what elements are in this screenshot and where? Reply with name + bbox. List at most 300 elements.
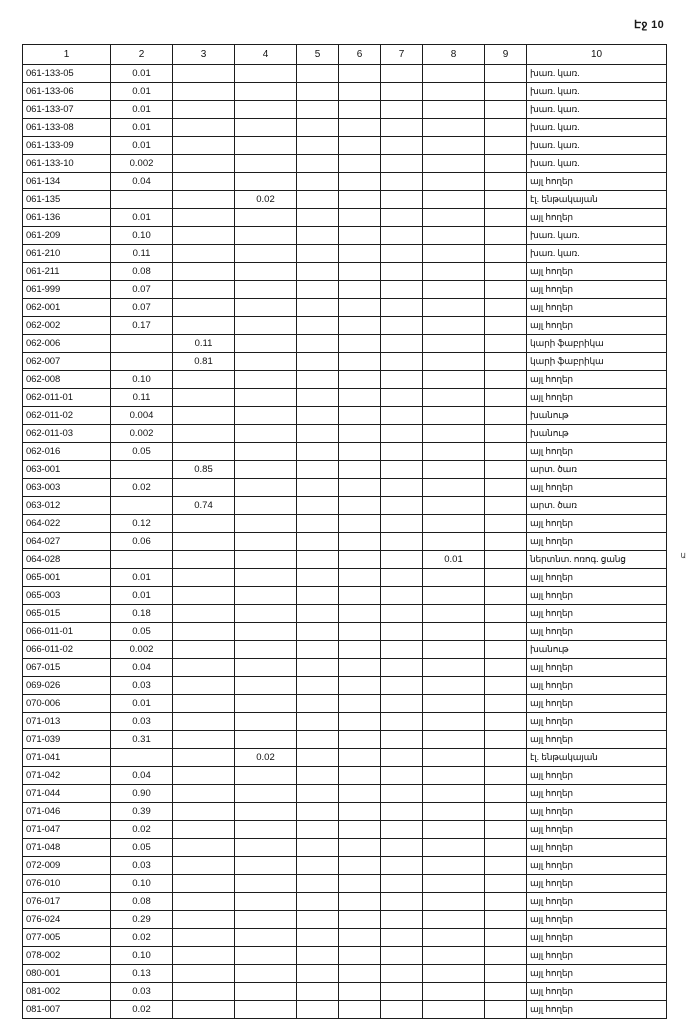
cell-description: արտ. ծառ <box>527 497 667 515</box>
cell-col-8 <box>423 173 485 191</box>
cell-col-6 <box>339 623 381 641</box>
column-header-6: 6 <box>339 45 381 65</box>
table-row <box>23 119 667 137</box>
cell-col-8 <box>423 749 485 767</box>
cell-description: այլ հողեր <box>527 677 667 695</box>
cell-col-7 <box>381 605 423 623</box>
cell-col-9 <box>485 911 527 929</box>
cell-description: այլ հողեր <box>527 533 667 551</box>
cell-col-3 <box>173 227 235 245</box>
cell-col-6 <box>339 83 381 101</box>
cell-col-9 <box>485 677 527 695</box>
cell-parcel-code: 065-003 <box>23 587 111 605</box>
cell-col-9 <box>485 353 527 371</box>
cell-parcel-code: 063-012 <box>23 497 111 515</box>
cell-parcel-code: 071-047 <box>23 821 111 839</box>
cell-description: այլ հողեր <box>527 731 667 749</box>
cell-parcel-code: 061-133-08 <box>23 119 111 137</box>
cell-description: այլ հողեր <box>527 587 667 605</box>
cell-col-5 <box>297 911 339 929</box>
cell-col-4 <box>235 839 297 857</box>
cell-col-3 <box>173 605 235 623</box>
cell-col-8 <box>423 713 485 731</box>
cell-col-4 <box>235 677 297 695</box>
cell-description: խառ. կառ. <box>527 245 667 263</box>
cell-col-2: 0.03 <box>111 983 173 1001</box>
cell-parcel-code: 064-027 <box>23 533 111 551</box>
cell-col-5 <box>297 713 339 731</box>
cell-col-5 <box>297 965 339 983</box>
table-row <box>23 461 667 479</box>
cell-col-2: 0.03 <box>111 677 173 695</box>
cell-description: այլ հողեր <box>527 281 667 299</box>
cell-col-6 <box>339 713 381 731</box>
table-row <box>23 335 667 353</box>
cell-col-4 <box>235 407 297 425</box>
cell-col-2: 0.05 <box>111 839 173 857</box>
cell-col-4 <box>235 479 297 497</box>
cell-col-3 <box>173 623 235 641</box>
cell-col-8: 0.01 <box>423 551 485 569</box>
cell-parcel-code: 069-026 <box>23 677 111 695</box>
cell-col-6 <box>339 893 381 911</box>
cell-col-5 <box>297 605 339 623</box>
cell-description: այլ հողեր <box>527 569 667 587</box>
cell-col-6 <box>339 209 381 227</box>
cell-description: այլ հողեր <box>527 839 667 857</box>
cell-description: խառ. կառ. <box>527 155 667 173</box>
cell-col-7 <box>381 263 423 281</box>
cell-col-5 <box>297 803 339 821</box>
cell-col-9 <box>485 335 527 353</box>
cell-description: խառ. կառ. <box>527 65 667 83</box>
cell-col-2: 0.05 <box>111 623 173 641</box>
cell-parcel-code: 081-007 <box>23 1001 111 1019</box>
cell-col-5 <box>297 389 339 407</box>
cell-description: այլ հողեր <box>527 623 667 641</box>
cell-col-2 <box>111 749 173 767</box>
cell-col-5 <box>297 407 339 425</box>
cell-parcel-code: 062-007 <box>23 353 111 371</box>
cell-col-9 <box>485 965 527 983</box>
cell-col-4 <box>235 353 297 371</box>
cell-col-5 <box>297 191 339 209</box>
cell-col-2: 0.13 <box>111 965 173 983</box>
cell-col-3 <box>173 119 235 137</box>
table-row <box>23 947 667 965</box>
cell-description: այլ հողեր <box>527 263 667 281</box>
cell-description: այլ հողեր <box>527 947 667 965</box>
cell-col-7 <box>381 83 423 101</box>
cell-col-4 <box>235 83 297 101</box>
cell-col-2: 0.002 <box>111 155 173 173</box>
cell-parcel-code: 062-016 <box>23 443 111 461</box>
cell-col-9 <box>485 731 527 749</box>
table-header <box>23 45 667 65</box>
cell-col-8 <box>423 839 485 857</box>
cell-col-6 <box>339 137 381 155</box>
cell-description: էլ. ենթակայան <box>527 191 667 209</box>
cell-col-9 <box>485 227 527 245</box>
cell-col-5 <box>297 263 339 281</box>
cell-col-7 <box>381 299 423 317</box>
cell-parcel-code: 066-011-02 <box>23 641 111 659</box>
cell-col-9 <box>485 209 527 227</box>
cell-col-7 <box>381 281 423 299</box>
cell-col-6 <box>339 533 381 551</box>
cell-col-2: 0.02 <box>111 479 173 497</box>
cell-parcel-code: 071-039 <box>23 731 111 749</box>
cell-col-4 <box>235 965 297 983</box>
cell-col-7 <box>381 317 423 335</box>
cell-col-3 <box>173 551 235 569</box>
cell-description: այլ հողեր <box>527 929 667 947</box>
cell-col-7 <box>381 803 423 821</box>
table-row <box>23 479 667 497</box>
cell-col-7 <box>381 137 423 155</box>
cell-col-3 <box>173 425 235 443</box>
cell-col-2: 0.18 <box>111 605 173 623</box>
cell-col-4: 0.02 <box>235 749 297 767</box>
cell-col-6 <box>339 785 381 803</box>
cell-col-8 <box>423 101 485 119</box>
cell-col-2: 0.02 <box>111 929 173 947</box>
cell-col-9 <box>485 83 527 101</box>
cell-col-6 <box>339 353 381 371</box>
cell-col-4 <box>235 281 297 299</box>
cell-col-3 <box>173 155 235 173</box>
cell-description: այլ հողեր <box>527 767 667 785</box>
cell-parcel-code: 072-009 <box>23 857 111 875</box>
cell-col-2: 0.90 <box>111 785 173 803</box>
cell-col-2: 0.08 <box>111 893 173 911</box>
cell-col-5 <box>297 839 339 857</box>
cell-col-6 <box>339 299 381 317</box>
land-registry-table <box>22 44 667 1019</box>
cell-description: այլ հողեր <box>527 317 667 335</box>
cell-col-6 <box>339 317 381 335</box>
cell-col-4 <box>235 209 297 227</box>
cell-col-4 <box>235 605 297 623</box>
cell-col-7 <box>381 191 423 209</box>
cell-col-8 <box>423 731 485 749</box>
cell-parcel-code: 061-136 <box>23 209 111 227</box>
cell-col-3 <box>173 767 235 785</box>
cell-col-3 <box>173 263 235 281</box>
cell-col-5 <box>297 515 339 533</box>
cell-parcel-code: 062-001 <box>23 299 111 317</box>
cell-col-9 <box>485 821 527 839</box>
cell-col-5 <box>297 677 339 695</box>
cell-col-9 <box>485 587 527 605</box>
cell-description: այլ հողեր <box>527 605 667 623</box>
cell-col-3 <box>173 191 235 209</box>
cell-col-3: 0.74 <box>173 497 235 515</box>
cell-col-8 <box>423 299 485 317</box>
cell-col-2 <box>111 461 173 479</box>
cell-col-6 <box>339 515 381 533</box>
cell-col-4 <box>235 533 297 551</box>
cell-col-7 <box>381 911 423 929</box>
cell-col-6 <box>339 929 381 947</box>
cell-col-9 <box>485 281 527 299</box>
cell-col-6 <box>339 659 381 677</box>
cell-col-5 <box>297 533 339 551</box>
cell-col-2 <box>111 191 173 209</box>
cell-col-9 <box>485 389 527 407</box>
cell-col-8 <box>423 227 485 245</box>
table-row <box>23 587 667 605</box>
cell-col-8 <box>423 245 485 263</box>
cell-col-8 <box>423 83 485 101</box>
cell-col-5 <box>297 227 339 245</box>
cell-description: խառ. կառ. <box>527 101 667 119</box>
cell-col-4 <box>235 587 297 605</box>
cell-col-6 <box>339 821 381 839</box>
cell-col-3 <box>173 533 235 551</box>
cell-col-2: 0.04 <box>111 767 173 785</box>
cell-description: այլ հողեր <box>527 443 667 461</box>
cell-col-5 <box>297 497 339 515</box>
cell-col-2: 0.02 <box>111 1001 173 1019</box>
cell-col-5 <box>297 821 339 839</box>
cell-description: այլ հողեր <box>527 515 667 533</box>
cell-col-7 <box>381 551 423 569</box>
cell-col-7 <box>381 389 423 407</box>
cell-col-6 <box>339 119 381 137</box>
cell-description: այլ հողեր <box>527 1001 667 1019</box>
cell-col-8 <box>423 533 485 551</box>
cell-col-9 <box>485 317 527 335</box>
cell-col-4 <box>235 911 297 929</box>
cell-col-6 <box>339 587 381 605</box>
cell-col-7 <box>381 65 423 83</box>
cell-col-8 <box>423 893 485 911</box>
cell-col-8 <box>423 803 485 821</box>
cell-parcel-code: 064-028 <box>23 551 111 569</box>
cell-col-9 <box>485 371 527 389</box>
cell-col-7 <box>381 227 423 245</box>
cell-col-6 <box>339 227 381 245</box>
cell-col-9 <box>485 173 527 191</box>
cell-col-7 <box>381 371 423 389</box>
cell-col-2: 0.10 <box>111 947 173 965</box>
cell-col-4 <box>235 929 297 947</box>
cell-col-6 <box>339 425 381 443</box>
cell-description: այլ հողեր <box>527 209 667 227</box>
cell-col-3 <box>173 947 235 965</box>
cell-col-9 <box>485 497 527 515</box>
table-row <box>23 623 667 641</box>
table-row <box>23 137 667 155</box>
table-row <box>23 443 667 461</box>
cell-col-2: 0.06 <box>111 533 173 551</box>
cell-parcel-code: 076-017 <box>23 893 111 911</box>
cell-description: այլ հողեր <box>527 893 667 911</box>
cell-col-8 <box>423 335 485 353</box>
cell-col-7 <box>381 713 423 731</box>
cell-col-3 <box>173 857 235 875</box>
column-header-7: 7 <box>381 45 423 65</box>
cell-col-9 <box>485 551 527 569</box>
cell-col-2: 0.12 <box>111 515 173 533</box>
cell-description: արտ. ծառ <box>527 461 667 479</box>
table-row <box>23 659 667 677</box>
cell-col-8 <box>423 605 485 623</box>
cell-description: այլ հողեր <box>527 911 667 929</box>
cell-description: այլ հողեր <box>527 983 667 1001</box>
cell-col-7 <box>381 785 423 803</box>
cell-col-6 <box>339 857 381 875</box>
cell-col-3 <box>173 965 235 983</box>
cell-col-2: 0.01 <box>111 65 173 83</box>
table-row <box>23 317 667 335</box>
cell-col-2 <box>111 353 173 371</box>
cell-col-8 <box>423 821 485 839</box>
cell-col-4 <box>235 497 297 515</box>
cell-col-9 <box>485 137 527 155</box>
cell-col-3: 0.85 <box>173 461 235 479</box>
cell-col-3 <box>173 983 235 1001</box>
cell-col-6 <box>339 731 381 749</box>
cell-description: այլ հողեր <box>527 965 667 983</box>
cell-description: այլ հողեր <box>527 785 667 803</box>
cell-parcel-code: 078-002 <box>23 947 111 965</box>
cell-description: այլ հողեր <box>527 875 667 893</box>
cell-col-3 <box>173 785 235 803</box>
cell-col-2: 0.01 <box>111 695 173 713</box>
cell-parcel-code: 061-133-09 <box>23 137 111 155</box>
cell-col-4 <box>235 785 297 803</box>
cell-col-8 <box>423 677 485 695</box>
cell-col-8 <box>423 371 485 389</box>
cell-col-9 <box>485 191 527 209</box>
cell-col-8 <box>423 263 485 281</box>
cell-col-5 <box>297 983 339 1001</box>
column-header-3: 3 <box>173 45 235 65</box>
cell-col-8 <box>423 191 485 209</box>
cell-col-4 <box>235 947 297 965</box>
table-row <box>23 749 667 767</box>
table-row <box>23 641 667 659</box>
cell-col-8 <box>423 407 485 425</box>
cell-col-9 <box>485 479 527 497</box>
cell-col-7 <box>381 569 423 587</box>
cell-col-9 <box>485 65 527 83</box>
cell-description: խառ. կառ. <box>527 119 667 137</box>
cell-col-3 <box>173 173 235 191</box>
cell-col-6 <box>339 1001 381 1019</box>
table-row <box>23 425 667 443</box>
cell-col-9 <box>485 605 527 623</box>
cell-col-9 <box>485 713 527 731</box>
cell-col-7 <box>381 875 423 893</box>
cell-col-7 <box>381 1001 423 1019</box>
cell-col-5 <box>297 209 339 227</box>
cell-col-6 <box>339 947 381 965</box>
cell-col-3 <box>173 713 235 731</box>
cell-col-3 <box>173 317 235 335</box>
table-row <box>23 515 667 533</box>
cell-col-5 <box>297 695 339 713</box>
cell-col-4 <box>235 371 297 389</box>
cell-col-8 <box>423 1001 485 1019</box>
cell-description: էլ. ենթակայան <box>527 749 667 767</box>
cell-col-8 <box>423 947 485 965</box>
cell-col-8 <box>423 587 485 605</box>
cell-col-7 <box>381 155 423 173</box>
cell-col-8 <box>423 119 485 137</box>
table-row <box>23 101 667 119</box>
cell-col-4 <box>235 317 297 335</box>
cell-col-5 <box>297 83 339 101</box>
land-registry-table-container <box>22 44 666 1019</box>
cell-col-8 <box>423 461 485 479</box>
cell-col-6 <box>339 965 381 983</box>
cell-col-8 <box>423 983 485 1001</box>
cell-col-3 <box>173 749 235 767</box>
cell-col-7 <box>381 929 423 947</box>
cell-col-4 <box>235 119 297 137</box>
cell-col-5 <box>297 317 339 335</box>
cell-col-4 <box>235 893 297 911</box>
cell-parcel-code: 071-046 <box>23 803 111 821</box>
table-row <box>23 65 667 83</box>
cell-parcel-code: 061-133-06 <box>23 83 111 101</box>
cell-col-9 <box>485 569 527 587</box>
table-row <box>23 155 667 173</box>
cell-col-5 <box>297 137 339 155</box>
cell-col-2: 0.31 <box>111 731 173 749</box>
table-row <box>23 983 667 1001</box>
cell-col-2: 0.17 <box>111 317 173 335</box>
cell-col-7 <box>381 731 423 749</box>
cell-col-4 <box>235 299 297 317</box>
cell-col-5 <box>297 623 339 641</box>
cell-parcel-code: 080-001 <box>23 965 111 983</box>
cell-col-9 <box>485 119 527 137</box>
cell-col-4 <box>235 857 297 875</box>
cell-col-3 <box>173 65 235 83</box>
cell-col-7 <box>381 677 423 695</box>
cell-description: այլ հողեր <box>527 803 667 821</box>
cell-col-9 <box>485 929 527 947</box>
table-row <box>23 713 667 731</box>
cell-col-3: 0.81 <box>173 353 235 371</box>
cell-col-7 <box>381 461 423 479</box>
cell-col-4 <box>235 1001 297 1019</box>
table-row <box>23 785 667 803</box>
cell-col-7 <box>381 983 423 1001</box>
cell-col-9 <box>485 983 527 1001</box>
cell-col-7 <box>381 533 423 551</box>
table-row <box>23 245 667 263</box>
cell-col-2 <box>111 335 173 353</box>
table-row <box>23 533 667 551</box>
table-row <box>23 929 667 947</box>
cell-col-9 <box>485 1001 527 1019</box>
cell-col-6 <box>339 155 381 173</box>
cell-col-9 <box>485 641 527 659</box>
table-row <box>23 857 667 875</box>
cell-col-8 <box>423 785 485 803</box>
cell-col-2: 0.05 <box>111 443 173 461</box>
cell-col-9 <box>485 839 527 857</box>
cell-col-3 <box>173 587 235 605</box>
table-row <box>23 875 667 893</box>
table-row <box>23 605 667 623</box>
cell-col-2: 0.002 <box>111 641 173 659</box>
